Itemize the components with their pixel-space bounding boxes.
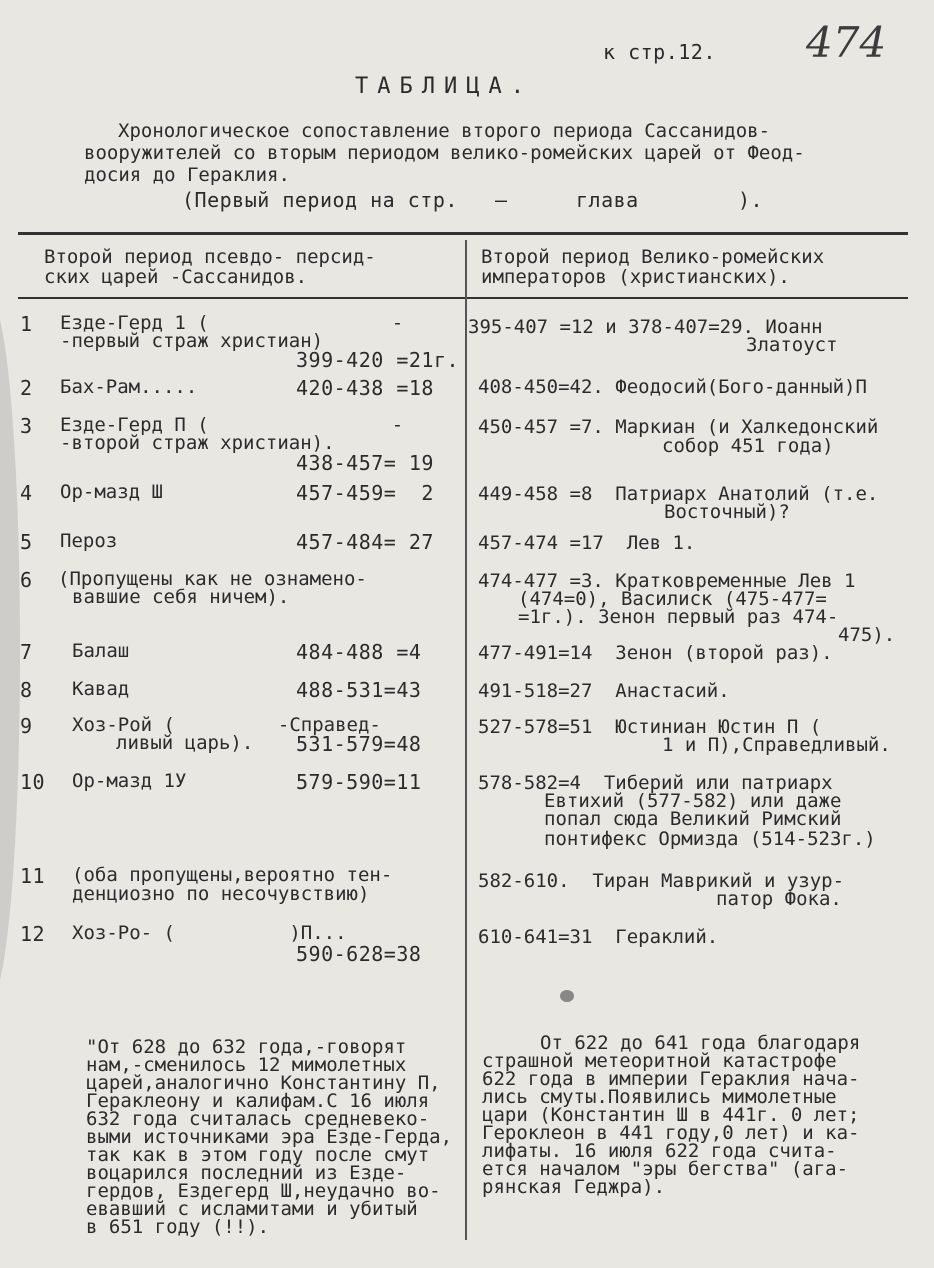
row-number: 8	[20, 678, 33, 702]
row-left-years: 579-590=11	[296, 770, 422, 794]
row-left-text: -второй страж христиан).	[60, 432, 335, 454]
footer-right-line: лись смуты.Появились мимолетные	[482, 1086, 837, 1108]
footer-right-line: 622 года в империи Гераклия нача-	[482, 1068, 860, 1090]
row-right-text: 610-641=31 Гераклий.	[478, 926, 719, 948]
row-right-text: 474-477 =3. Кратковременные Лев 1	[478, 570, 856, 592]
row-left-text: Бах-Рам.....	[60, 376, 198, 398]
row-left-text: Хоз-Рой ( -Справед-	[72, 714, 381, 736]
note-first-period: (Первый период на стр.	[182, 188, 458, 212]
footer-right-line: Героклеон в 441 году,0 лет) и ка-	[482, 1122, 860, 1144]
footer-left-line: 632 года считалась средневеко-	[86, 1108, 430, 1130]
row-right-text: 475).	[838, 624, 896, 646]
row-number: 10	[20, 770, 46, 794]
row-right-text: 477-491=14 Зенон (второй раз).	[478, 642, 833, 664]
footer-right-line: цари (Константин Ш в 441г. 0 лет;	[482, 1104, 860, 1126]
subtitle-line-2: вооружителей со вторым периодом велико-ромейских царей от Феод-	[84, 142, 805, 164]
footer-left-line: нам,-сменилось 12 мимолетных	[86, 1054, 407, 1076]
footer-left-line: евавший с исламитами и убитый	[86, 1198, 418, 1220]
footer-right-line: ется началом "эры бегства" (ага-	[482, 1158, 849, 1180]
row-right-text: 408-450=42. Феодосий(Бого-данный)П	[478, 376, 867, 398]
table-header-rule	[18, 297, 908, 299]
row-number: 3	[20, 414, 33, 438]
note-chapter: глава	[576, 188, 639, 212]
row-number: 2	[20, 376, 33, 400]
subtitle-line-1: Хронологическое сопоставление второго периода Сассанидов-	[118, 120, 771, 142]
row-number: 7	[20, 640, 33, 664]
row-right-text: Евтихий (577-582) или даже	[544, 790, 842, 812]
row-right-text: попал сюда Великий Римский	[544, 808, 842, 830]
row-right-text: Восточный)?	[664, 501, 790, 523]
footer-right-line: От 622 до 641 года благодаря	[540, 1032, 861, 1054]
column-divider	[465, 240, 467, 1240]
row-number: 4	[20, 481, 33, 505]
row-right-text: Златоуст	[746, 334, 838, 356]
row-left-years: 438-457= 19	[296, 451, 434, 475]
row-right-text: 457-474 =17 Лев 1.	[478, 532, 696, 554]
row-left-text: (оба пропущены,вероятно тен-	[72, 864, 393, 886]
row-right-text: понтифекс Ормизда (514-523г.)	[544, 828, 876, 850]
row-right-text: 578-582=4 Тиберий или патриарх	[478, 772, 833, 794]
footer-left-line: так как в этом году после смут	[86, 1144, 430, 1166]
document-title: ТАБЛИЦА.	[355, 74, 533, 99]
left-header-line-1: Второй период псевдо- персид-	[44, 246, 376, 268]
right-header-line-1: Второй период Велико-ромейских	[481, 246, 825, 268]
row-right-text: 582-610. Тиран Маврикий и узур-	[478, 870, 845, 892]
row-left-years: 590-628=38	[296, 942, 422, 966]
note-dash: –	[495, 188, 508, 212]
ink-spot	[560, 990, 574, 1002]
row-right-text: собор 451 года)	[662, 435, 834, 457]
row-left-text: Балаш	[72, 640, 130, 662]
row-right-text: патор Фока.	[716, 888, 842, 910]
row-number: 11	[20, 864, 46, 888]
row-left-text: Ор-мазд 1У	[72, 770, 187, 792]
footer-right-line: рянская Геджра).	[482, 1176, 666, 1198]
row-left-years: 457-484= 27	[296, 530, 434, 554]
left-header-line-2: ских царей -Сассанидов.	[44, 266, 308, 288]
footer-left-line: Гераклеону и калифам.С 16 июля	[86, 1090, 430, 1112]
row-left-text: вавшие себя ничем).	[72, 586, 290, 608]
row-left-text: Ор-мазд Ш	[60, 481, 163, 503]
row-number: 6	[20, 568, 33, 592]
row-left-text: Пероз	[60, 530, 118, 552]
row-right-text: 395-407 =12 и 378-407=29. Иоанн	[468, 316, 823, 338]
row-left-years: 531-579=48	[296, 732, 422, 756]
footer-left-line: "От 628 до 632 года,-говорят	[86, 1036, 407, 1058]
row-left-years: 399-420 =21г.	[296, 348, 460, 372]
row-right-text: 449-458 =8 Патриарх Анатолий (т.е.	[478, 483, 879, 505]
footer-left-line: царей,аналогично Константину П,	[86, 1072, 441, 1094]
footer-left-line: воцарился последний из Езде-	[86, 1162, 407, 1184]
footer-left-line: в 651 году (!!).	[86, 1216, 270, 1238]
row-right-text: =1г.). Зенон первый раз 474-	[518, 606, 839, 628]
row-left-text: -первый страж христиан)	[60, 330, 324, 352]
footer-right-line: страшной метеоритной катастрофе	[482, 1050, 837, 1072]
scan-shadow	[0, 300, 20, 1000]
row-left-years: 484-488 =4	[296, 640, 422, 664]
row-number: 12	[20, 922, 46, 946]
row-left-text: Хоз-Ро- ( )П...	[72, 922, 347, 944]
row-right-text: (474=0), Василиск (475-477=	[518, 588, 827, 610]
row-left-text: (Пропущены как не ознамено-	[58, 568, 367, 590]
row-left-text: Езде-Герд П ( -	[60, 414, 404, 436]
row-left-text: Езде-Герд 1 ( -	[60, 312, 404, 334]
table-top-rule	[18, 232, 908, 235]
row-right-text: 450-457 =7. Маркиан (и Халкедонский	[478, 416, 879, 438]
row-right-text: 1 и П),Справедливый.	[662, 734, 891, 756]
row-left-years: 457-459= 2	[296, 481, 434, 505]
row-left-text: Кавад	[72, 678, 130, 700]
row-left-text: денциозно по несочувствию)	[72, 883, 370, 905]
row-left-years: 420-438 =18	[296, 376, 434, 400]
footer-left-line: выми источниками эра Езде-Герда,	[86, 1126, 453, 1148]
row-number: 9	[20, 714, 33, 738]
row-left-years: 488-531=43	[296, 678, 422, 702]
note-close: ).	[738, 188, 764, 212]
page-reference: к стр.12.	[603, 40, 716, 64]
row-right-text: 491-518=27 Анастасий.	[478, 680, 730, 702]
footer-right-line: лифаты. 16 июля 622 года счита-	[482, 1140, 837, 1162]
row-number: 5	[20, 530, 33, 554]
footer-left-line: гердов, Ездегерд Ш,неудачно во-	[86, 1180, 441, 1202]
row-left-text: ливый царь).	[116, 732, 254, 754]
right-header-line-2: императоров (христианских).	[481, 266, 790, 288]
subtitle-line-3: досия до Гераклия.	[84, 164, 290, 186]
row-number: 1	[20, 312, 33, 336]
archive-number: 474	[806, 18, 887, 67]
row-right-text: 527-578=51 Юстиниан Юстин П (	[478, 716, 822, 738]
